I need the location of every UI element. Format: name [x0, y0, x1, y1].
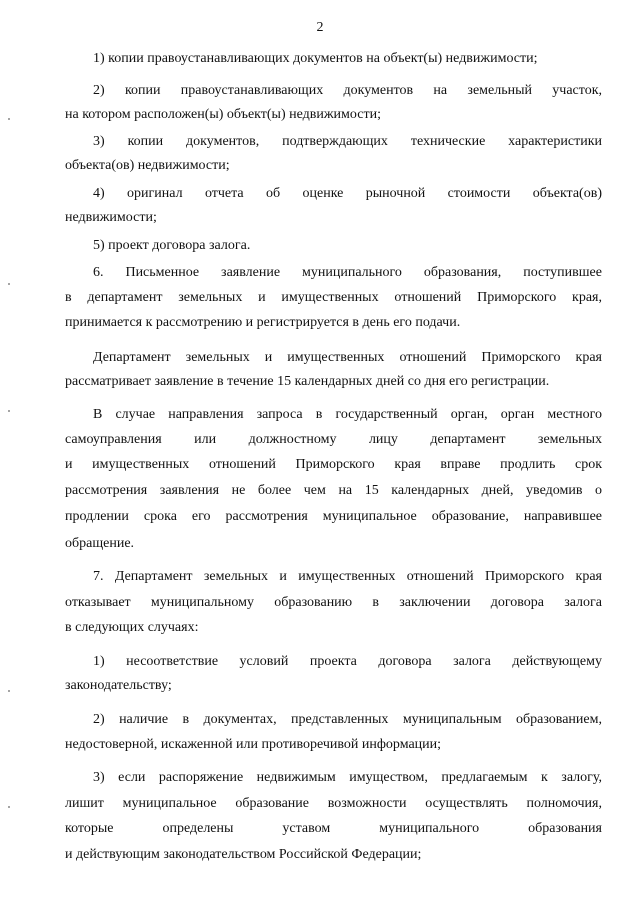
text-line: законодательству; — [65, 678, 172, 693]
scan-mark — [8, 118, 10, 120]
text-line: на котором расположен(ы) объект(ы) недвижимости; — [65, 107, 381, 122]
text-line: недостоверной, искаженной или противоречивой информации; — [65, 737, 442, 752]
text-line: В случае направления запроса в государственный орган, орган местного — [93, 407, 602, 422]
text-line: в следующих случаях: — [65, 620, 199, 635]
text-line: 2) копии правоустанавливающих документов на земельный участок, — [93, 83, 602, 98]
text-line: 3) если распоряжение недвижимым имуществом, предлагаемым к залогу, — [93, 770, 602, 785]
text-line: 7. Департамент земельных и имущественных отношений Приморского края — [93, 569, 602, 584]
text-line: отказывает муниципальному образованию в заключении договора залога — [65, 595, 602, 610]
text-line: и действующим законодательством Российской Федерации; — [65, 847, 422, 862]
text-line: в департамент земельных и имущественных отношений Приморского края, — [65, 290, 602, 305]
text-line: продлении срока его рассмотрения муниципальное образование, направившее — [65, 509, 602, 524]
text-line: недвижимости; — [65, 210, 157, 225]
text-line: лишит муниципальное образование возможности осуществлять полномочия, — [65, 796, 602, 811]
text-line: 5) проект договора залога. — [93, 238, 251, 253]
scan-mark — [8, 410, 10, 412]
text-line: рассмотрения заявления не более чем на 15 календарных дней, уведомив о — [65, 483, 602, 498]
page-number: 2 — [316, 20, 324, 35]
text-line: 4) оригинал отчета об оценке рыночной стоимости объекта(ов) — [93, 186, 602, 201]
text-line: Департамент земельных и имущественных отношений Приморского края — [93, 350, 602, 365]
text-line: которые определены уставом муниципального образования — [65, 821, 602, 836]
text-line: и имущественных отношений Приморского края вправе продлить срок — [65, 457, 602, 472]
text-line: объекта(ов) недвижимости; — [65, 158, 230, 173]
text-line: рассматривает заявление в течение 15 календарных дней со дня его регистрации. — [65, 374, 550, 389]
text-line: самоуправления или должностному лицу департамент земельных — [65, 432, 602, 447]
text-line: 1) копии правоустанавливающих документов на объект(ы) недвижимости; — [93, 51, 538, 66]
text-line: 6. Письменное заявление муниципального образования, поступившее — [93, 265, 602, 280]
scan-mark — [8, 690, 10, 692]
text-line: 2) наличие в документах, представленных муниципальным образованием, — [93, 712, 602, 727]
text-line: принимается к рассмотрению и регистрируется в день его подачи. — [65, 315, 461, 330]
scan-mark — [8, 283, 10, 285]
text-line: обращение. — [65, 536, 135, 551]
text-line: 3) копии документов, подтверждающих технические характеристики — [93, 134, 602, 149]
text-line: 1) несоответствие условий проекта договора залога действующему — [93, 654, 602, 669]
scan-mark — [8, 806, 10, 808]
